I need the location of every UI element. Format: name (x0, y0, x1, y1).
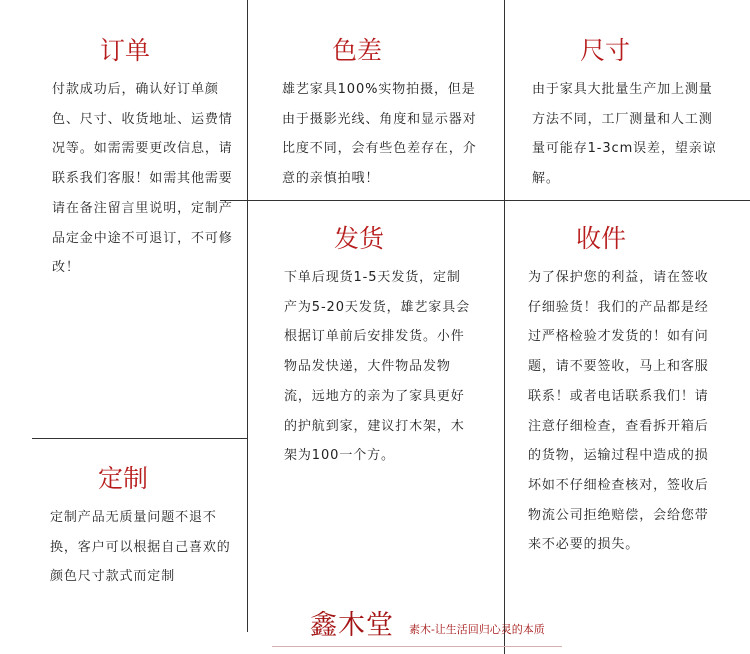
color-body: 雄艺家具100%实物拍摄，但是由于摄影光线、角度和显示器对比度不同，会有些色差存在，介意的亲慎拍哦！ (282, 82, 477, 187)
custom-title: 定制 (97, 464, 148, 493)
order-body: 付款成功后，确认好订单颜色、尺寸、收货地址、运费情况等。如需需要更改信息，请联系我们客服！如需其他需要请在备注留言里说明，定制产品定金中途不可退订，不可修改！ (52, 82, 233, 276)
footer-underline (272, 646, 562, 647)
divider-horizontal-left (32, 438, 248, 439)
divider-horizontal-right (220, 200, 750, 201)
custom-body: 定制产品无质量问题不退不换，客户可以根据自己喜欢的颜色尺寸款式而定制 (50, 510, 231, 585)
shipping-title: 发货 (333, 224, 384, 253)
size-title: 尺寸 (579, 36, 630, 65)
brand-logo: 鑫木堂 (310, 610, 394, 641)
size-body: 由于家具大批量生产加上测量方法不同，工厂测量和人工测量可能存1-3cm误差，望亲谅解。 (532, 82, 717, 187)
receipt-section (528, 224, 722, 560)
brand-slogan: 素木-让生活回归心灵的本质 (409, 623, 545, 636)
divider-vertical-right (504, 0, 505, 654)
color-title: 色差 (331, 36, 382, 65)
order-section (52, 36, 238, 283)
receipt-body: 为了保护您的利益，请在签收仔细验货！我们的产品都是经过严格检验才发货的！如有问题，请不要签收，马上和客服联系！或者电话联系我们！请注意仔细检查，查看拆开箱后的货物，运输过程中造成的损坏如不仔细检查核对，签收后物流公司拒绝赔偿，会给您带来不必要的损失。 (528, 270, 709, 553)
receipt-title: 收件 (575, 224, 626, 253)
divider-vertical-left (247, 0, 248, 632)
custom-section (50, 464, 240, 592)
brand-footer (272, 604, 572, 654)
shipping-body: 下单后现货1-5天发货，定制产为5-20天发货，雄艺家具会根据订单前后安排发货。小件物品发快递，大件物品发物流，远地方的亲为了家具更好的护航到家，建议打木架，木架为100一个方。 (284, 270, 471, 464)
size-section (532, 36, 722, 194)
shipping-section (284, 224, 474, 471)
color-section (282, 36, 482, 194)
order-title: 订单 (99, 36, 150, 65)
